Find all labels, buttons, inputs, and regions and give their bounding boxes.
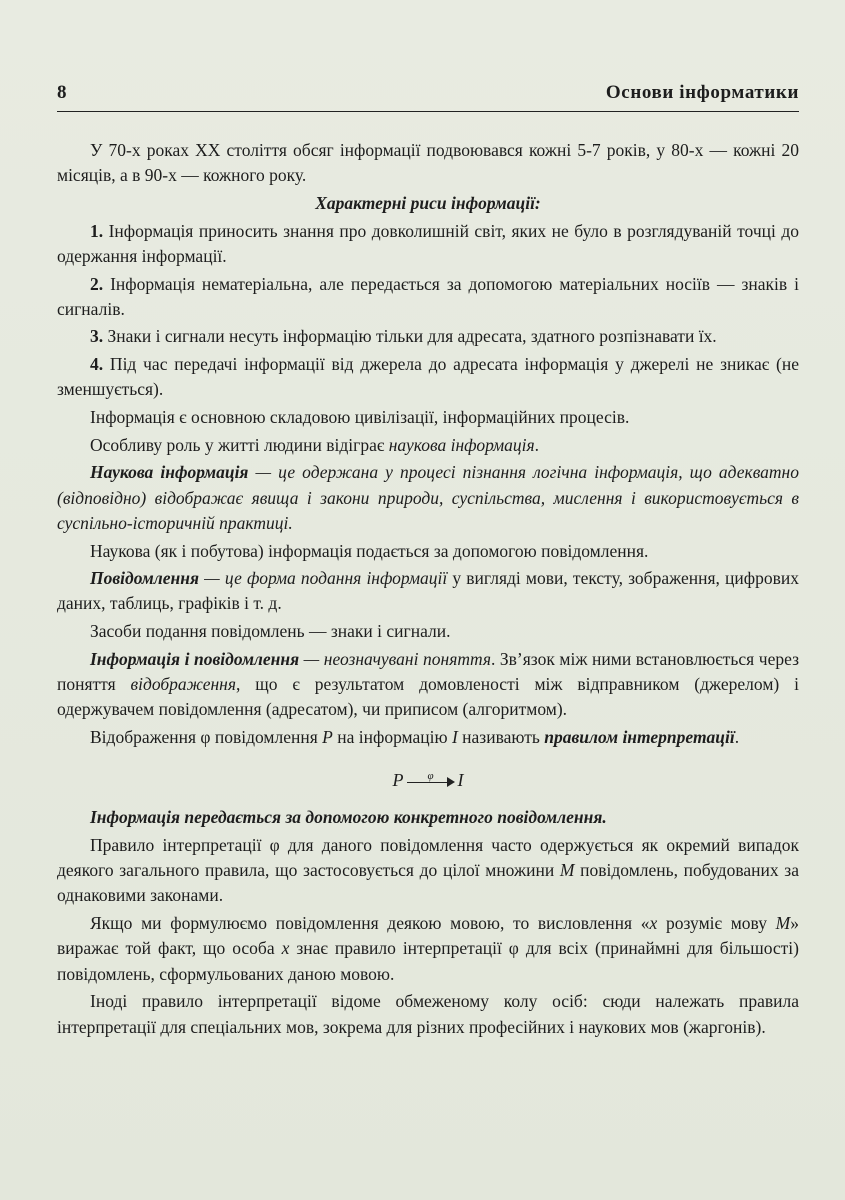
feature-number: 3. — [90, 326, 104, 347]
definition-text: — неозначувані поняття — [299, 648, 491, 669]
definition-text: — це форма подання інформації — [199, 568, 448, 589]
running-title: Основи інформатики — [605, 82, 799, 103]
text-span: Особливу роль у житті людини відіграє — [90, 434, 389, 455]
text-span: . — [734, 726, 740, 747]
arrow-icon — [407, 771, 455, 791]
text-span: розуміє мову — [657, 913, 776, 934]
text-span: » виражає той факт, що особа — [57, 913, 799, 959]
feature-item-2 — [57, 272, 799, 322]
paragraph-presented: Наукова (як і побутова) інформація подається за допомогою повідомлення. — [90, 540, 649, 561]
formula-right: I — [457, 770, 464, 791]
symbol-p: P — [322, 726, 333, 747]
definition-message — [57, 566, 799, 616]
term-interpretation-rule: правилом інтерпретації — [544, 726, 735, 747]
text-span: Правило інтерпретації φ для даного повідомлення часто одержується як окремий випадок деякого загального правила, що застосовується до цілої множини — [57, 835, 799, 881]
term-mapping: відображення — [130, 674, 236, 695]
paragraph-growth: У 70-х роках XX століття обсяг інформації подвоювався кожні 5-7 років, у 80-х — кожні 20 місяців, а в 90-х — кожного року. — [57, 140, 799, 186]
formula-left: P — [392, 770, 404, 791]
paragraph-limited: Іноді правило інтерпретації відоме обмеженому колу осіб: сюди належать правила інтерпретації для спеціальних мов, зокрема для різних професійних і наукових мов (жаргонів). — [57, 991, 799, 1037]
text-span: у вигляді мови, тексту, зображення, цифрових даних, таблиць, графіків і т. д. — [57, 568, 800, 614]
page-header — [57, 82, 799, 104]
term: Інформація і повідомлення — [90, 648, 300, 669]
term: Повідомлення — [90, 568, 199, 589]
paragraph-language — [57, 911, 799, 987]
text-span: знає правило інтерпретації φ для всіх (принаймні для більшості) повідомлень, сформульованих даною мовою. — [57, 938, 799, 984]
feature-number: 4. — [90, 354, 104, 375]
formula — [57, 768, 799, 793]
symbol-i: I — [451, 726, 458, 747]
page-number: 8 — [57, 82, 67, 103]
text-span: повідомлень, побудованих за однаковими законами. — [57, 860, 799, 906]
term-scientific-info: наукова інформація — [388, 434, 535, 455]
text-span: Відображення φ повідомлення — [90, 726, 323, 747]
symbol-m: M — [775, 913, 791, 934]
feature-text: Інформація приносить знання про довколишній світ, яких не було в розглядуваній точці до одержання інформації. — [57, 220, 799, 266]
text-span: . Зв’язок між ними встановлюється через поняття — [57, 648, 799, 695]
features-heading: Характерні риси інформації: — [315, 192, 541, 213]
feature-item-3 — [57, 324, 799, 349]
paragraph-mapping — [57, 725, 799, 750]
text-span: Якщо ми формулюємо повідомлення деякою мовою, то висловлення « — [90, 913, 650, 934]
header-rule — [57, 111, 799, 112]
feature-item-1 — [57, 219, 799, 269]
feature-item-4 — [57, 352, 799, 402]
text-span: . — [534, 434, 539, 455]
paragraph-role — [57, 433, 799, 458]
feature-text: Інформація нематеріальна, але передається за допомогою матеріальних носіїв — знаків і сигналів. — [57, 273, 799, 319]
symbol-m: M — [559, 860, 575, 881]
paragraph-rule — [57, 833, 799, 909]
text-span: називають — [457, 726, 545, 747]
feature-number: 1. — [90, 220, 104, 241]
formula-phi: φ — [427, 769, 434, 782]
symbol-x: x — [281, 938, 290, 959]
definition-text: — це одержана у процесі пізнання логічна інформація, що адекватно (відповідно) відображає явища і закони природи, суспільства, мислення і використовується в суспільно-історичній практиці. — [57, 462, 799, 533]
feature-number: 2. — [90, 273, 104, 294]
term: Наукова інформація — [90, 462, 249, 483]
paragraph-info-message — [57, 647, 799, 723]
paragraph-means: Засоби подання повідомлень — знаки і сигнали. — [90, 621, 451, 642]
feature-text: Під час передачі інформації від джерела до адресата інформація у джерелі не зникає (не зменшується). — [57, 354, 799, 400]
definition-scientific-info — [57, 460, 799, 536]
symbol-x: x — [649, 913, 658, 934]
paragraph-basic: Інформація є основною складовою цивілізації, інформаційних процесів. — [90, 407, 630, 428]
feature-text: Знаки і сигнали несуть інформацію тільки для адресата, здатного розпізнавати їх. — [103, 326, 717, 347]
text-span: , що є результатом домовленості між відправником (джерелом) і одержувачем повідомлення (адресатом), чи приписом (алгоритмом). — [57, 674, 799, 720]
text-span: на інформацію — [332, 726, 452, 747]
statement-transmit: Інформація передається за допомогою конкретного повідомлення. — [90, 807, 607, 828]
page-body — [57, 138, 799, 1042]
